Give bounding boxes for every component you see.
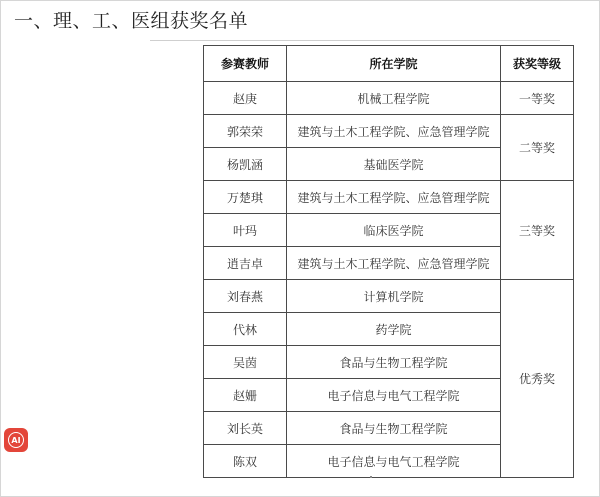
college-name: 药学院 (287, 313, 501, 346)
table-row (204, 82, 574, 115)
college-name: 电子信息与电气工程学院 (287, 379, 501, 412)
teacher-name: 吴茵 (204, 346, 287, 379)
teacher-name: 万楚琪 (204, 181, 287, 214)
page-title: 一、理、工、医组获奖名单 (14, 10, 249, 32)
table-row (204, 115, 574, 148)
header-level: 获奖等级 (501, 46, 574, 82)
table-row (204, 181, 574, 214)
college-name: 建筑与土木工程学院、应急管理学院 (287, 181, 501, 214)
header-teacher: 参赛教师 (204, 46, 287, 82)
teacher-name: 叶玛 (204, 214, 287, 247)
teacher-name: 杨凯涵 (204, 148, 287, 181)
college-name: 临床医学院 (287, 214, 501, 247)
award-table (203, 45, 574, 478)
ai-icon (8, 432, 24, 448)
award-level-first: 一等奖 (501, 82, 574, 115)
heading-divider (150, 40, 560, 41)
ai-badge-label: AI (11, 435, 21, 445)
award-level-third: 三等奖 (501, 181, 574, 280)
college-name: 基础医学院 (287, 148, 501, 181)
table-row (204, 280, 574, 313)
teacher-name: 陈双 (204, 445, 287, 478)
college-name: 建筑与土木工程学院、应急管理学院 (287, 115, 501, 148)
teacher-name: 郭荣荣 (204, 115, 287, 148)
teacher-name: 刘长英 (204, 412, 287, 445)
header-college: 所在学院 (287, 46, 501, 82)
table-header-row (204, 46, 574, 82)
teacher-name: 刘春燕 (204, 280, 287, 313)
college-name: 机械工程学院 (287, 82, 501, 115)
teacher-name: 赵庚 (204, 82, 287, 115)
teacher-name: 逍吉卓 (204, 247, 287, 280)
college-name: 食品与生物工程学院 (287, 346, 501, 379)
award-level-second: 二等奖 (501, 115, 574, 181)
ai-assistant-button[interactable] (4, 428, 28, 452)
teacher-name: 赵姗 (204, 379, 287, 412)
college-name: 食品与生物工程学院 (287, 412, 501, 445)
college-name: 计算机学院 (287, 280, 501, 313)
award-level-merit: 优秀奖 (501, 280, 574, 478)
teacher-name: 代林 (204, 313, 287, 346)
college-name: 建筑与土木工程学院、应急管理学院 (287, 247, 501, 280)
stray-mark (370, 476, 372, 478)
college-name: 电子信息与电气工程学院 (287, 445, 501, 478)
